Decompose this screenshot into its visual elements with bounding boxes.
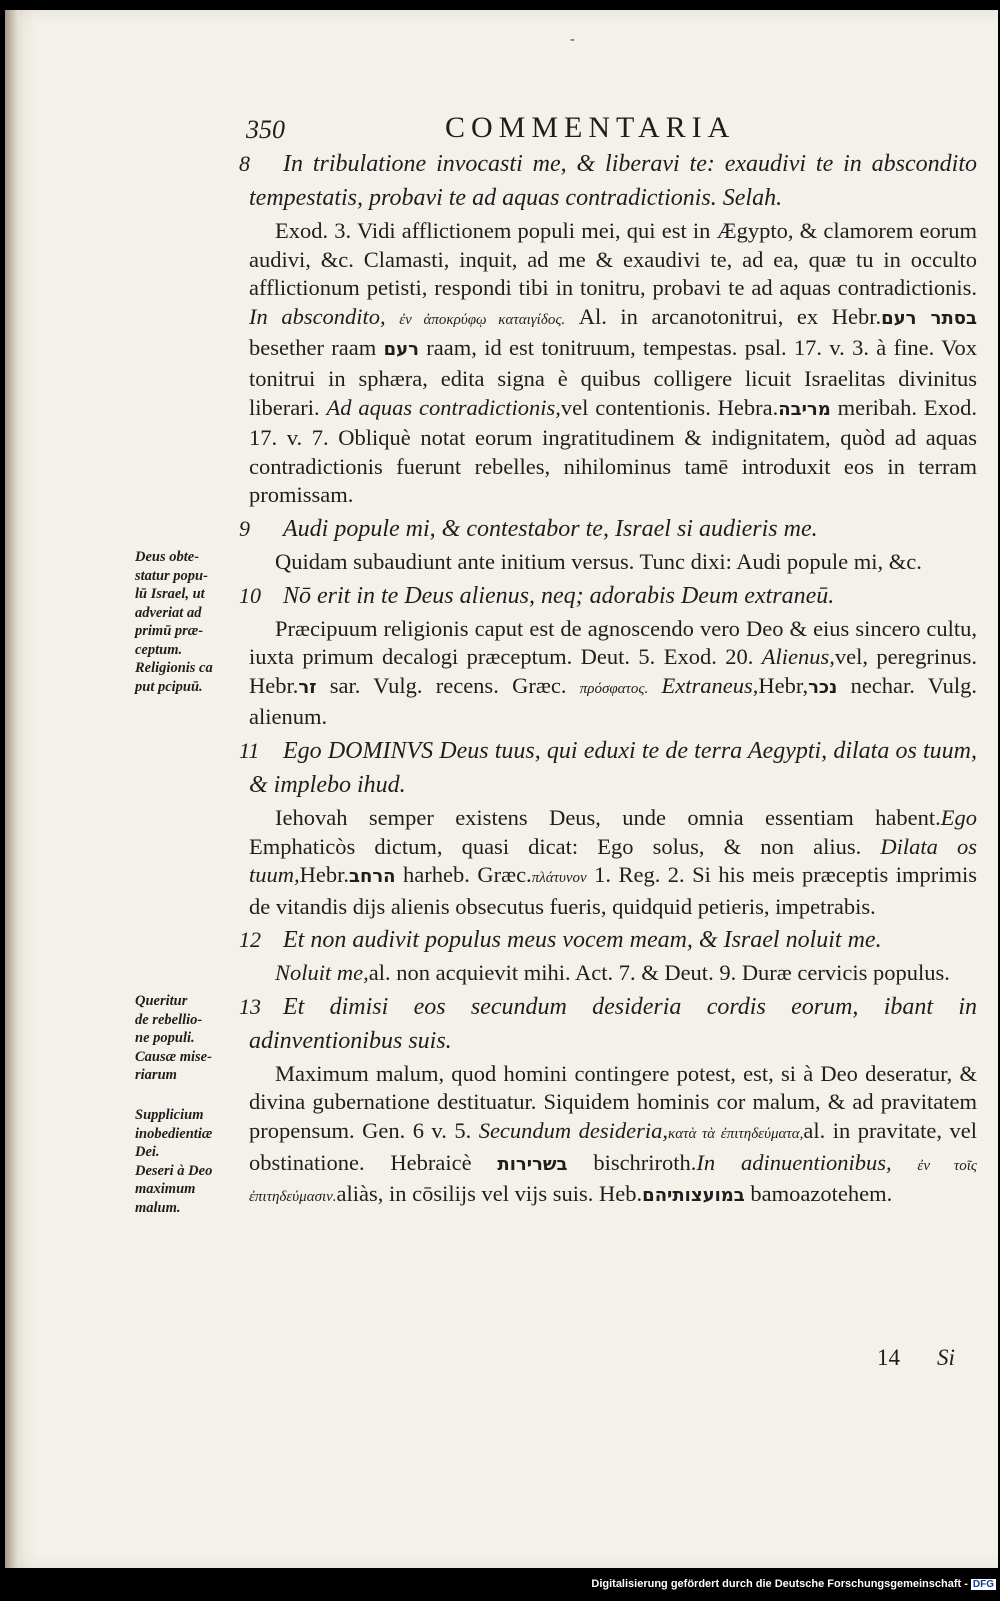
catchword-number: 14 (877, 1345, 900, 1370)
running-title: COMMENTARIA (445, 111, 736, 144)
comment-9: Quidam subaudiunt ante initium versus. Tunc dixi: Audi popule mi, &c. (275, 548, 922, 574)
margin-note-2: Queritur de rebellio- ne populi. Causæ mise- riarum (135, 993, 212, 1083)
margin-note-1: Deus obte- statur popu- lū Israel, ut adveriat ad primū præ- ceptum. Religionis ca put pcipuū. (135, 549, 213, 695)
comment-10: Præcipuum religionis caput est de agnoscendo vero Deo & eius sincero cultu, iuxta primum decalogi præceptum. Deut. 5. Exod. 20. Alienus,vel, peregrinus. Hebr.זר sar. Vulg. recens. Græc. πρόσφατος. Extraneus,Hebr,נכר nechar. Vulg. alienum. (249, 615, 978, 730)
catchword: Si (937, 1345, 955, 1370)
verse-8: 8 In tribulatione invocasti me, & liberavi te: exaudivi te in abscondito tempestatis, probavi te ad aquas contradictionis. Selah. (239, 151, 977, 211)
comment-12: Noluit me,al. non acquievit mihi. Act. 7. & Deut. 9. Duræ cervicis populus. (275, 960, 950, 986)
verse-12: 12 Et non audivit populus meus vocem meam, & Israel noluit me. (239, 927, 882, 954)
comment-11: Iehovah semper existens Deus, unde omnia essentiam habent.Ego Emphaticòs dictum, quasi dicat: Ego solus, & non alius. Dilata os tuum,Hebr.הרחב harheb. Græc.πλάτυνον 1. Reg. 2. Si his meis præceptis imprimis de vitandis dijs alienis obsecutus fueris, quidquid petieris, impetrabis. (249, 804, 978, 919)
margin-note-3: Supplicium inobedientiæ Dei. Deseri à Deo maximum malum. (135, 1107, 213, 1216)
comment-13: Maximum malum, quod homini contingere potest, est, si à Deo deseratur, & divina gubernatione destituatur. Siquidem hominis cor malum, & ad pravitatem propensum. Gen. 6 v. 5. Secundum desideria,κατὰ τὰ ἐπιτηδεύματα,al. in pravitate, vel obstinatione. Hebraicè בשרירות bischriroth.In adinuentionibus, ἐν τοῖς ἐπιτηδεύμασιν.aliàs, in cōsilijs vel vijs suis. Heb.במועצותיהם bamoazotehem. (249, 1060, 978, 1207)
verse-9: 9 Audi popule mi, & contestabor te, Israel si audieris me. (239, 515, 818, 542)
verse-10: 10 Nō erit in te Deus alienus, neq; adorabis Deum extraneū. (239, 582, 835, 609)
comment-8: Exod. 3. Vidi afflictionem populi mei, qui est in Ægypto, & clamorem eorum audivi, &c. Clamasti, inquit, ad me & exaudivi te, ad ea, quæ tu in occulto afflictionum petisti, respondi tibi in tonitru, probavi te ad aquas contradictionis. In abscondito, ἐν ἀποκρύφῳ καταιγίδος. Al. in arcanotonitrui, ex Hebr.בסתר רעם besether raam רעם raam, id est tonitruum, tempestas. psal. 17. v. 3. à fine. Vox tonitrui in sphæra, edita signa è quibus colligere licuit Israelitas divinitus liberari. Ad aquas contradictionis,vel contentionis. Hebra.מריבה meribah. Exod. 17. v. 7. Obliquè notat eorum ingratitudinem & indignitatem, quòd ad aquas contradictionis fuerunt rebelles, nihilominus tamē introduxit eos in terram promissam. (249, 218, 978, 508)
top-mark: - (570, 32, 575, 47)
dfg-logo: DFG (972, 1579, 994, 1590)
page-number: 350 (246, 115, 285, 144)
main-text (239, 145, 978, 1212)
page-spine-shadow (5, 10, 19, 1568)
verse-13: 13 Et dimisi eos secundum desideria cordis eorum, ibant in adinventionibus suis. (239, 993, 977, 1054)
book-page (5, 10, 998, 1568)
footer-credit: Digitalisierung gefördert durch die Deutsche Forschungsgemeinschaft - DFG (591, 1578, 994, 1590)
verse-11: 11 Ego DOMINVS Deus tuus, qui eduxi te de terra Aegypti, dilata os tuum, & implebo ihud. (239, 737, 977, 798)
